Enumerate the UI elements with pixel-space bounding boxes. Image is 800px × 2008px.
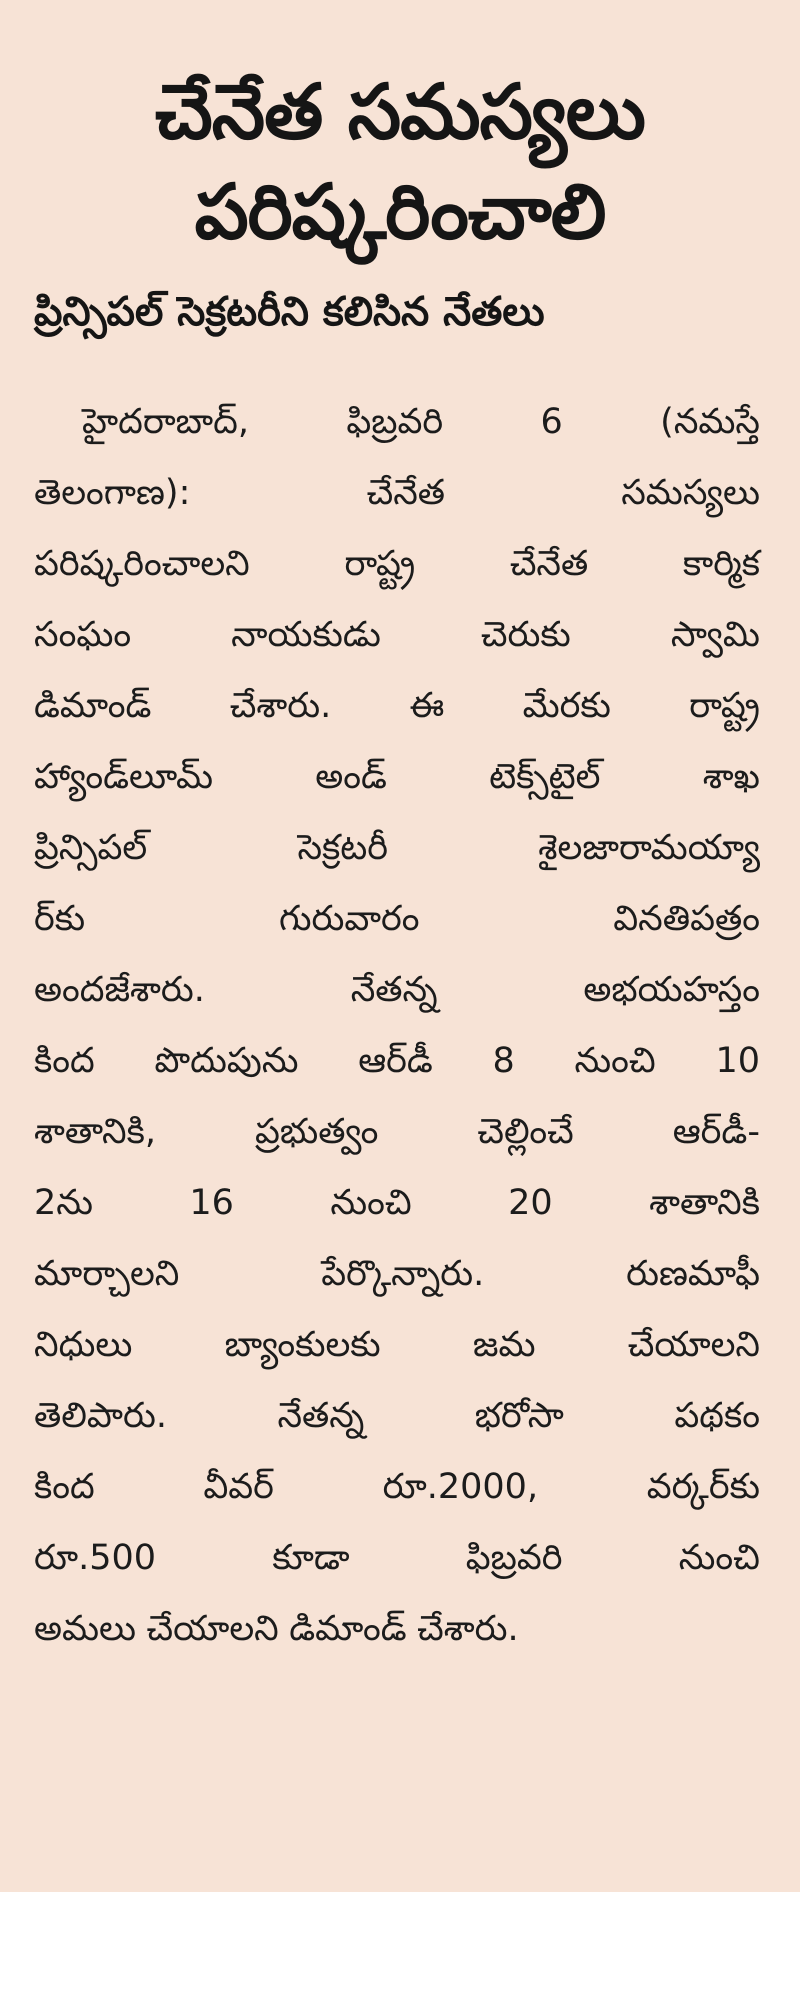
body-word: వినతిపత్రం: [613, 899, 760, 939]
body-word: భరోసా: [474, 1396, 564, 1436]
body-word: చేనేత: [366, 473, 446, 513]
body-word: సెక్రటరీ: [297, 828, 389, 868]
body-line: [34, 1026, 760, 1097]
body-word: రాష్ట్ర: [344, 544, 416, 584]
body-word: ఆర్‌డీ: [358, 1041, 433, 1081]
article-body: [34, 387, 760, 1665]
body-word: ఫిబ్రవరి: [346, 402, 444, 442]
body-word: చేనేత: [509, 544, 589, 584]
body-word: స్వామి: [670, 615, 760, 655]
subheadline: ప్రిన్సిపల్ సెక్రటరీని కలిసిన నేతలు: [34, 289, 545, 335]
body-word: రాష్ట్ర: [689, 686, 760, 726]
body-word: ర్‌కు: [34, 899, 86, 939]
body-word: కార్మిక: [682, 544, 760, 584]
body-word: టెక్స్‌టైల్: [489, 757, 601, 797]
body-word: నుంచి: [678, 1538, 760, 1578]
body-word: వర్కర్‌కు: [646, 1467, 760, 1507]
body-word: డిమాండ్: [34, 686, 152, 726]
body-line: [34, 387, 760, 458]
body-word: హైదరాబాద్,: [82, 402, 250, 442]
body-word: ప్రిన్సిపల్: [34, 828, 148, 868]
body-word: నాయకుడు: [231, 615, 381, 655]
body-line: [34, 1381, 760, 1452]
body-word: చేయాలని: [627, 1325, 760, 1365]
body-line: [34, 742, 760, 813]
body-word: మేరకు: [522, 686, 611, 726]
body-word: చేయాలని: [146, 1609, 279, 1649]
body-word: చెల్లించే: [477, 1112, 574, 1152]
body-word: 16: [189, 1183, 234, 1223]
body-line: [34, 1594, 760, 1665]
body-line: [34, 1452, 760, 1523]
body-line: [34, 600, 760, 671]
body-word: 8: [492, 1041, 515, 1081]
body-line: [34, 671, 760, 742]
body-line: [34, 458, 760, 529]
body-word: రూ.500: [34, 1538, 157, 1578]
headline-line-2: పరిష్కరించాలి: [194, 167, 606, 256]
body-word: 6: [540, 402, 563, 442]
body-word: మార్చాలని: [34, 1254, 180, 1294]
body-line: [34, 884, 760, 955]
body-line: [34, 1239, 760, 1310]
body-word: ఈ: [409, 686, 445, 726]
body-word: (నమస్తే: [660, 402, 760, 442]
body-word: శాతానికి: [649, 1183, 760, 1223]
body-word: నేతన్న: [277, 1396, 365, 1436]
headline: [0, 0, 800, 262]
body-word: ప్రభుత్వం: [255, 1112, 379, 1152]
body-line: [34, 813, 760, 884]
body-word: పేర్కొన్నారు.: [321, 1254, 485, 1294]
body-word: హ్యాండ్‌లూమ్: [34, 757, 214, 797]
body-word: అమలు: [34, 1609, 136, 1649]
body-word: జమ: [472, 1325, 536, 1365]
body-word: శాఖ: [702, 757, 760, 797]
body-line: [34, 1310, 760, 1381]
body-word: పొదుపును: [154, 1041, 299, 1081]
body-word: సంఘం: [34, 615, 132, 655]
body-word: బ్యాంకులకు: [224, 1325, 381, 1365]
body-word: నుంచి: [574, 1041, 656, 1081]
body-word: కింద: [34, 1467, 95, 1507]
body-line: [34, 1168, 760, 1239]
body-word: అండ్: [315, 757, 387, 797]
body-word: చేశారు.: [417, 1609, 519, 1649]
body-word: నేతన్న: [350, 970, 438, 1010]
body-word: ఫిబ్రవరి: [465, 1538, 563, 1578]
body-word: అభయహస్తం: [583, 970, 760, 1010]
body-word: డిమాండ్: [289, 1609, 407, 1649]
body-word: 2ను: [34, 1183, 93, 1223]
body-word: కింద: [34, 1041, 95, 1081]
body-word: తెలంగాణ):: [34, 473, 191, 513]
body-word: నిధులు: [34, 1325, 133, 1365]
body-word: అందజేశారు.: [34, 970, 205, 1010]
body-word: 10: [715, 1041, 760, 1081]
body-word: గురువారం: [278, 899, 420, 939]
body-word: నుంచి: [330, 1183, 412, 1223]
body-word: సమస్యలు: [621, 473, 760, 513]
body-word: 20: [508, 1183, 553, 1223]
body-line: [34, 1523, 760, 1594]
body-word: తెలిపారు.: [34, 1396, 167, 1436]
body-line: [34, 1097, 760, 1168]
body-word: శైలజారామయ్యా: [538, 828, 760, 868]
body-line: [34, 955, 760, 1026]
body-word: కూడా: [272, 1538, 350, 1578]
body-word: చేశారు.: [229, 686, 332, 726]
body-word: వీవర్: [203, 1467, 274, 1507]
body-word: శాతానికి,: [34, 1112, 157, 1152]
body-word: రూ.2000,: [382, 1467, 539, 1507]
body-word: పథకం: [674, 1396, 760, 1436]
body-word: చెరుకు: [480, 615, 571, 655]
body-word: పరిష్కరించాలని: [34, 544, 250, 584]
body-word: ఆర్‌డీ-: [672, 1112, 760, 1152]
body-word: రుణమాఫీ: [626, 1254, 760, 1294]
headline-line-1: చేనేత సమస్యలు: [155, 67, 645, 156]
body-line: [34, 529, 760, 600]
